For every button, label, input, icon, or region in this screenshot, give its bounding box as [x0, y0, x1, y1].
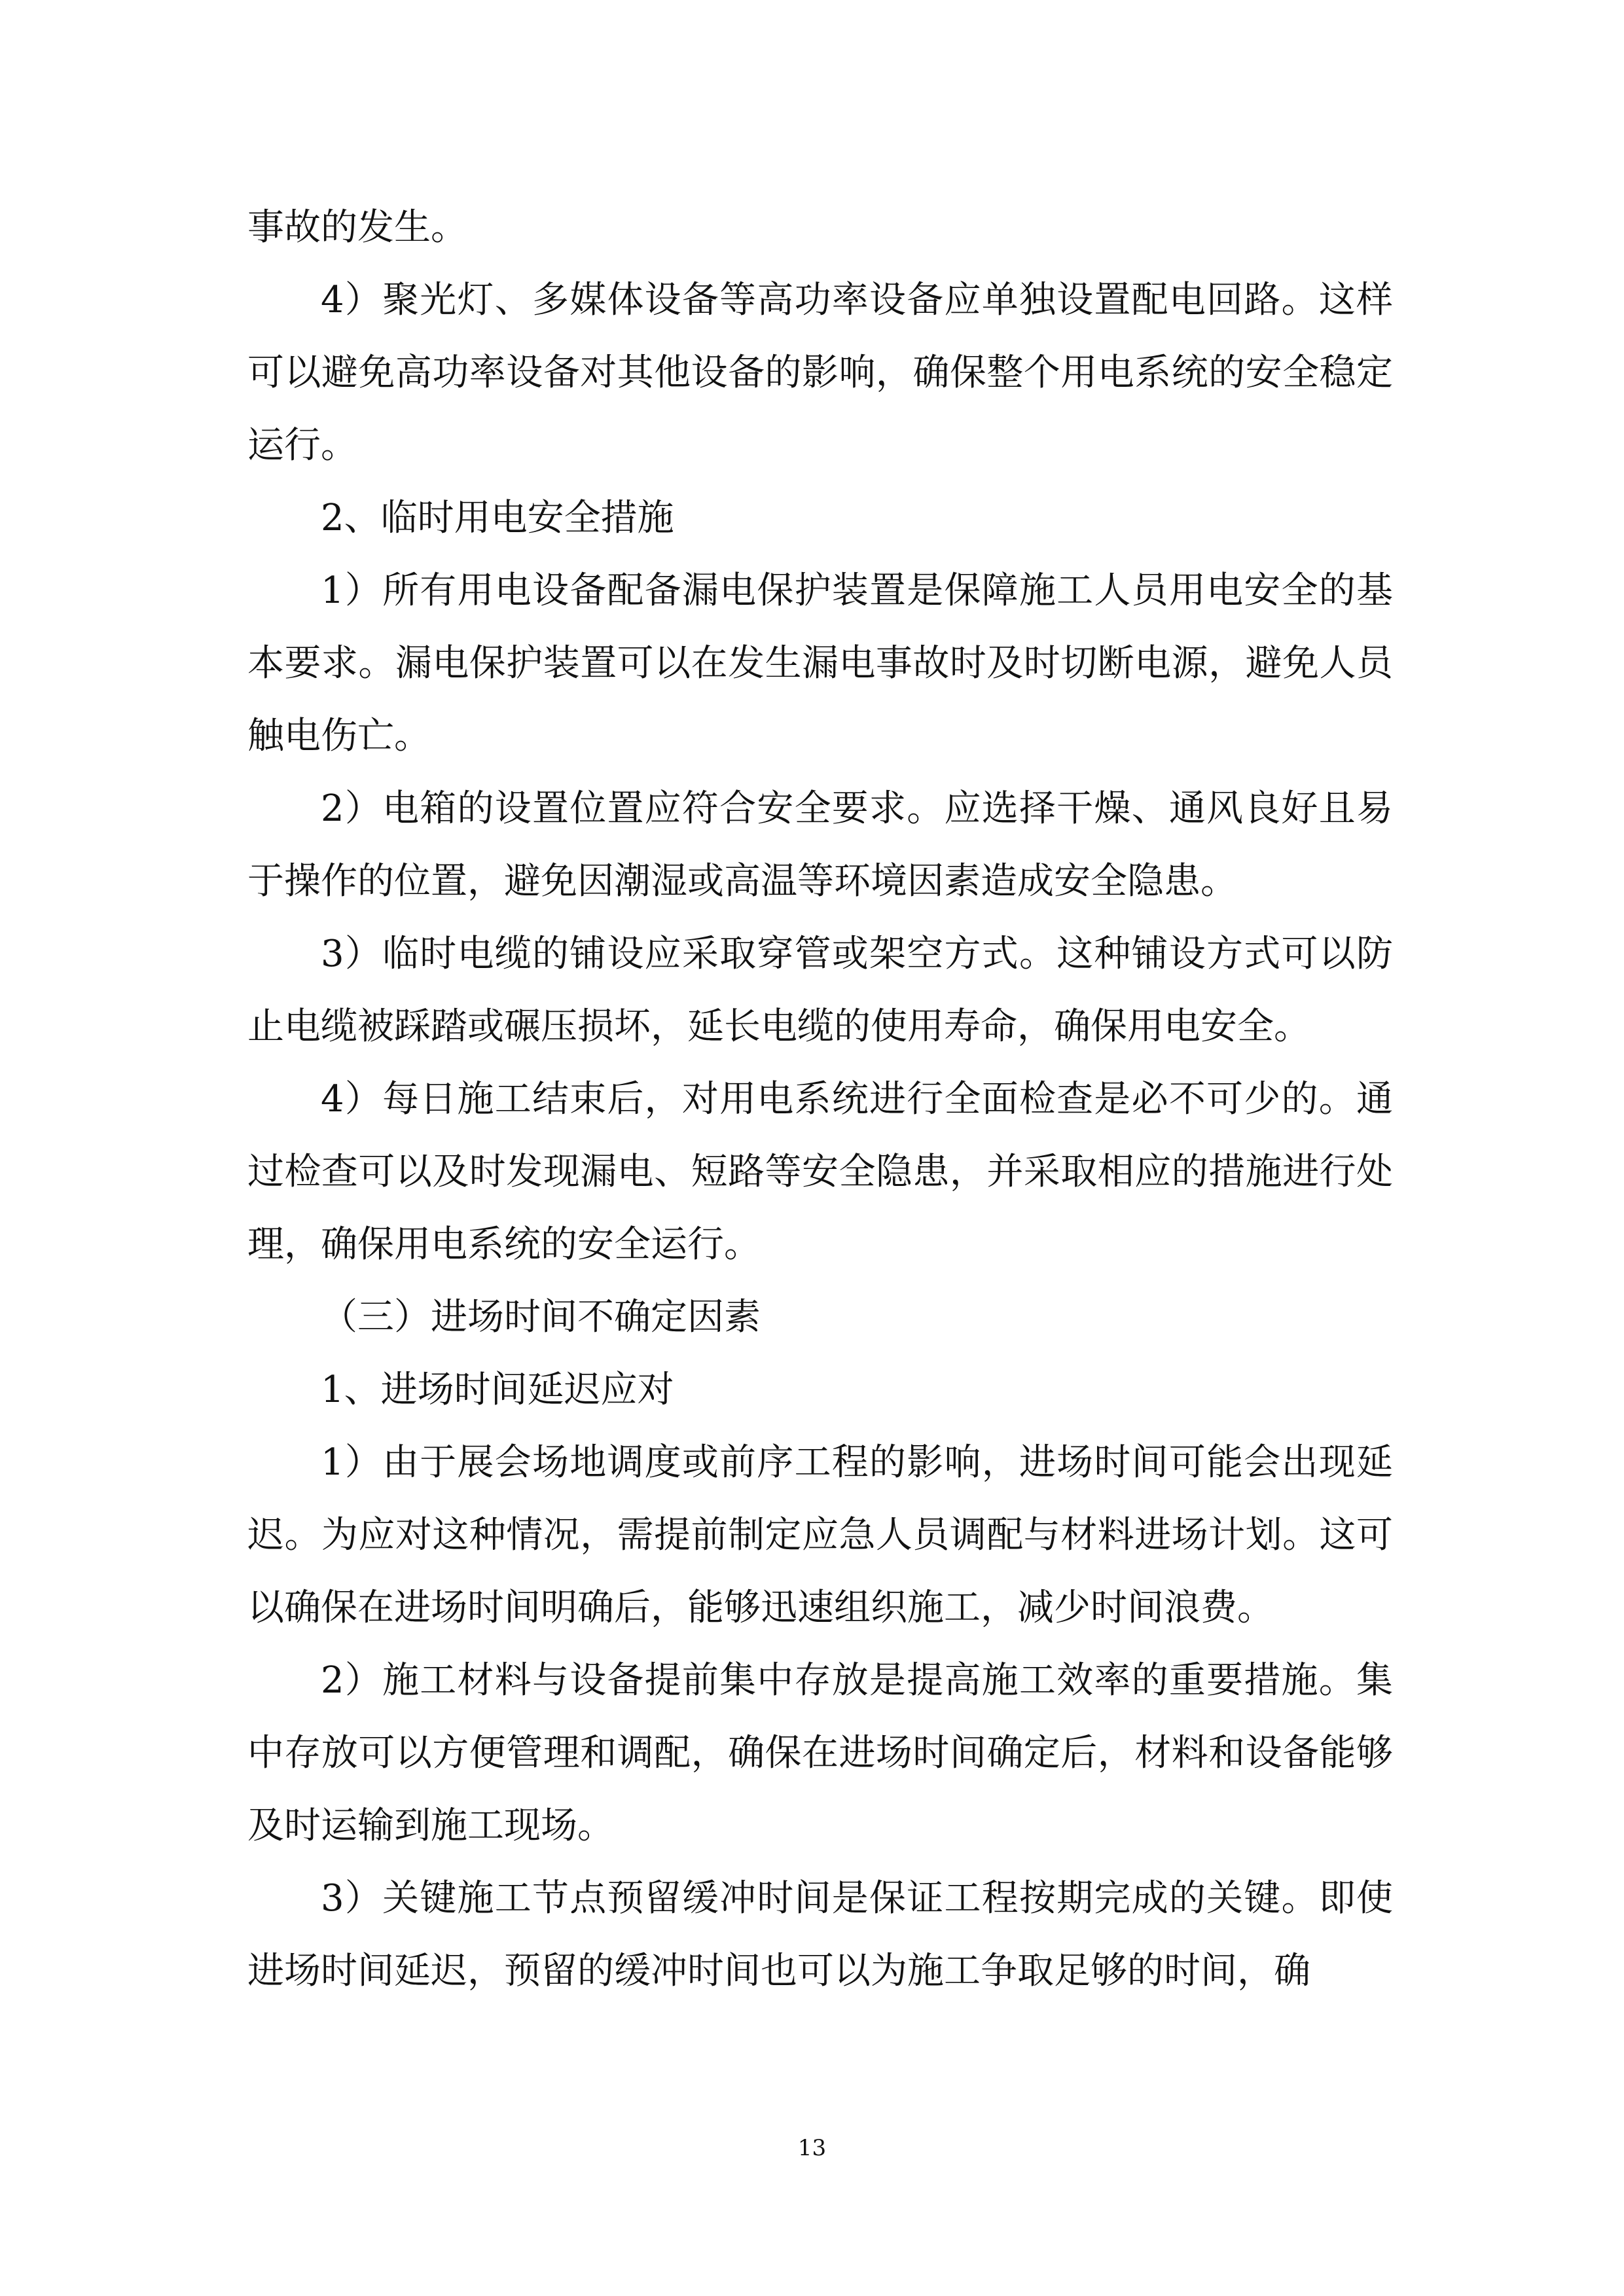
paragraph: 4）每日施工结束后，对用电系统进行全面检查是必不可少的。通过检查可以及时发现漏电、短路等安全隐患，并采取相应的措施进行处理，确保用电系统的安全运行。: [247, 1078, 1393, 1266]
paragraph: 4）聚光灯、多媒体设备等高功率设备应单独设置配电回路。这样可以避免高功率设备对其他设备的影响，确保整个用电系统的安全稳定运行。: [247, 279, 1393, 467]
section-heading: 2、临时用电安全措施: [321, 497, 674, 539]
paragraph: 事故的发生。: [247, 206, 467, 249]
paragraph: 2）电箱的设置位置应符合安全要求。应选择干燥、通风良好且易于操作的位置，避免因潮湿或高温等环境因素造成安全隐患。: [247, 787, 1393, 903]
paragraph: 2）施工材料与设备提前集中存放是提高施工效率的重要措施。集中存放可以方便管理和调配，确保在进场时间确定后，材料和设备能够及时运输到施工现场。: [247, 1659, 1393, 1847]
paragraph: 3）临时电缆的铺设应采取穿管或架空方式。这种铺设方式可以防止电缆被踩踏或碾压损坏，延长电缆的使用寿命，确保用电安全。: [247, 933, 1393, 1048]
subsection-heading: 1、进场时间延迟应对: [321, 1369, 674, 1411]
paragraph: 1）所有用电设备配备漏电保护装置是保障施工人员用电安全的基本要求。漏电保护装置可以在发生漏电事故时及时切断电源，避免人员触电伤亡。: [247, 569, 1393, 757]
paragraph: 3）关键施工节点预留缓冲时间是保证工程按期完成的关键。即使进场时间延迟，预留的缓冲时间也可以为施工争取足够的时间，确: [247, 1877, 1393, 1992]
page-number: 13: [797, 2135, 827, 2161]
section-heading: （三）进场时间不确定因素: [321, 1296, 761, 1338]
paragraph: 1）由于展会场地调度或前序工程的影响，进场时间可能会出现延迟。为应对这种情况，需提前制定应急人员调配与材料进场计划。这可以确保在进场时间明确后，能够迅速组织施工，减少时间浪费。: [247, 1441, 1393, 1629]
body-text: [247, 191, 1393, 2007]
